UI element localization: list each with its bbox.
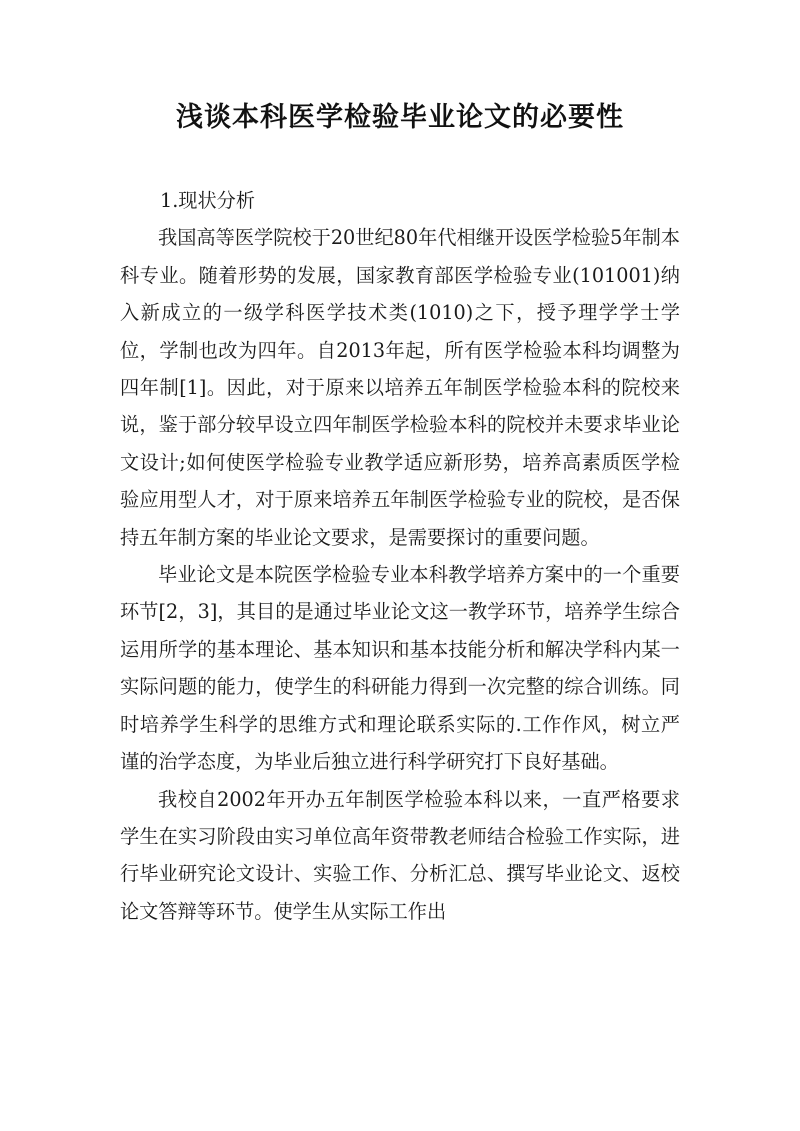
paragraph-3: 我校自2002年开办五年制医学检验本科以来，一直严格要求学生在实习阶段由实习单位高年资带教老师结合检验工作实际，进行毕业研究论文设计、实验工作、分析汇总、撰写毕业论文、返校论文答辩等环节。使学生从实际工作出 [120, 787, 680, 923]
paragraph-2: 毕业论文是本院医学检验专业本科教学培养方案中的一个重要环节[2，3]，其目的是通过毕业论文这一教学环节，培养学生综合运用所学的基本理论、基本知识和基本技能分析和解决学科内某一实际问题的能力，使学生的科研能力得到一次完整的综合训练。同时培养学生科学的思维方式和理论联系实际的.工作作风，树立严谨的治学态度，为毕业后独立进行科学研究打下良好基础。 [120, 563, 680, 774]
paragraph-1: 我国高等医学院校于20世纪80年代相继开设医学检验5年制本科专业。随着形势的发展，国家教育部医学检验专业(101001)纳入新成立的一级学科医学技术类(1010)之下，授予理学学士学位，学制也改为四年。自2013年起，所有医学检验本科均调整为四年制[1]。因此，对于原来以培养五年制医学检验本科的院校来说，鉴于部分较早设立四年制医学检验本科的院校并未要求毕业论文设计;如何使医学检验专业教学适应新形势，培养高素质医学检验应用型人才，对于原来培养五年制医学检验专业的院校，是否保持五年制方案的毕业论文要求，是需要探讨的重要问题。 [120, 226, 680, 549]
section-heading: 1.现状分析 [160, 189, 256, 212]
document-body [120, 182, 680, 930]
document-title: 浅谈本科医学检验毕业论文的必要性 [176, 102, 624, 133]
